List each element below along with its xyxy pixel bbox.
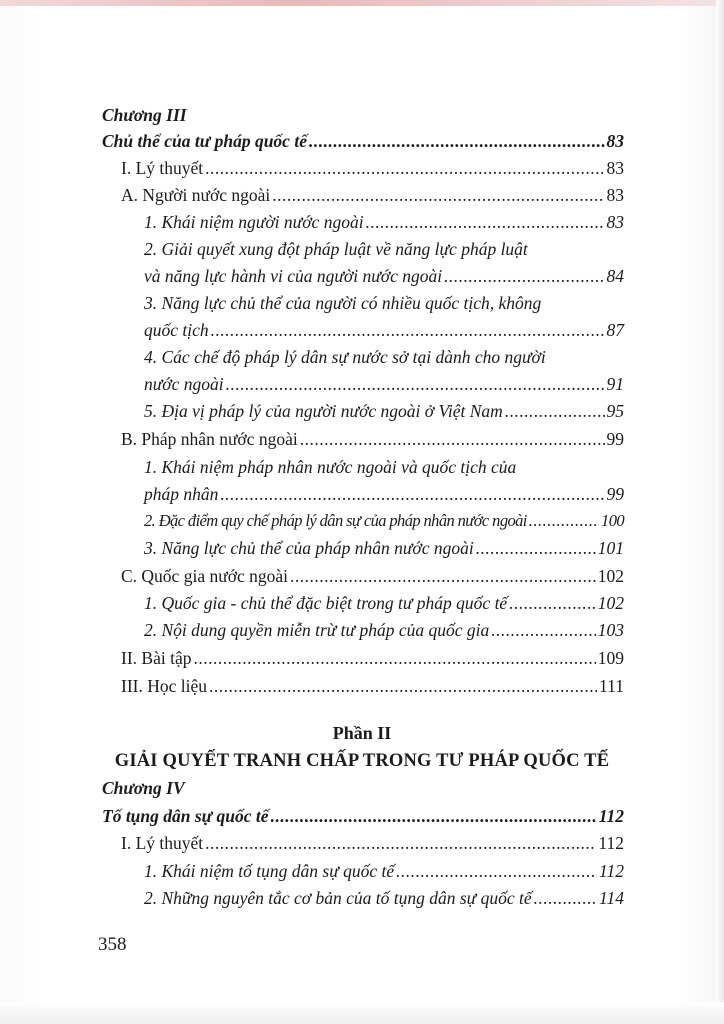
- toc-entry-nguoi-nuoc-ngoai: [121, 182, 624, 208]
- toc-entry-a1: [144, 209, 624, 235]
- page-ref: 95: [606, 401, 624, 421]
- leader-dots: [272, 182, 604, 208]
- leader-dots: [491, 617, 596, 643]
- toc-entry-text: 2. Đặc điểm quy chế pháp lý dân sự của pháp nhân nước ngoài: [144, 511, 527, 530]
- toc-entry-b3: [144, 535, 624, 561]
- toc-entry-text: 1. Quốc gia - chủ thể đặc biệt trong tư pháp quốc tế: [144, 593, 508, 613]
- leader-dots: [396, 858, 597, 884]
- page-ref: 83: [606, 212, 624, 232]
- toc-entry-hoc-lieu: [121, 673, 624, 699]
- toc-entry-b2: [144, 508, 624, 534]
- toc-entry-text: I. Lý thuyết: [121, 158, 204, 178]
- page-ref: 99: [606, 484, 624, 504]
- toc-entry-c1: [144, 590, 624, 616]
- page-top-edge: [0, 0, 724, 6]
- leader-dots: [476, 535, 596, 561]
- page-ref: 83: [606, 131, 624, 151]
- toc-entry-a2-line1: 2. Giải quyết xung đột pháp luật về năng lực pháp luật: [144, 239, 528, 259]
- chapter-4-label: Chương IV: [102, 778, 185, 798]
- toc-entry-text: A. Người nước ngoài: [121, 185, 271, 205]
- chapter-3-title: Chủ thể của tư pháp quốc tế: [102, 131, 307, 151]
- page-ref: 102: [597, 593, 624, 613]
- part-2-title: GIẢI QUYẾT TRANH CHẤP TRONG TƯ PHÁP QUỐC TẾ: [114, 751, 610, 771]
- part-2-label: Phần II: [332, 723, 392, 743]
- toc-entry-a2-line2: [144, 263, 624, 289]
- page-ref: 112: [599, 861, 624, 881]
- toc-entry-quoc-gia: [121, 563, 624, 589]
- toc-entry-a3-line1: 3. Năng lực chủ thể của người có nhiều quốc tịch, không: [144, 293, 542, 313]
- page-ref: 112: [598, 833, 624, 853]
- leader-dots: [271, 803, 597, 829]
- toc-entry-ly-thuyet: [121, 155, 624, 181]
- page-ref: 114: [599, 888, 624, 908]
- toc-entry-text: 1. Khái niệm người nước ngoài: [144, 212, 364, 232]
- toc-entry-text: 5. Địa vị pháp lý của người nước ngoài ở Việt Nam: [144, 401, 503, 421]
- toc-entry-text: và năng lực hành vi của người nước ngoài: [144, 266, 443, 286]
- toc-entry-c2: [144, 617, 624, 643]
- toc-entry-text: quốc tịch: [144, 320, 209, 340]
- leader-dots: [529, 508, 599, 534]
- page-ref: 91: [606, 374, 624, 394]
- toc-entry-phap-nhan: [121, 426, 624, 452]
- page-ref: 99: [606, 429, 624, 449]
- leader-dots: [534, 885, 597, 911]
- leader-dots: [220, 481, 604, 507]
- toc-entry-a3-line2: [144, 317, 624, 343]
- page-ref: 102: [597, 566, 624, 586]
- chapter-4-title-entry: [102, 803, 624, 829]
- leader-dots: [505, 398, 605, 424]
- page-ref: 103: [597, 620, 624, 640]
- toc-entry-bai-tap: [121, 645, 624, 671]
- leader-dots: [193, 645, 595, 671]
- toc-entry-b1-line1: 1. Khái niệm pháp nhân nước ngoài và quốc tịch của: [144, 457, 517, 477]
- toc-entry-a4-line2: [144, 371, 624, 397]
- toc-entry-i1: [144, 858, 624, 884]
- chapter-3-title-entry: [102, 128, 624, 154]
- toc-entry-text: I. Lý thuyết: [121, 833, 204, 853]
- toc-entry-text: B. Pháp nhân nước ngoài: [121, 429, 298, 449]
- toc-entry-ly-thuyet-ch4: [121, 830, 624, 856]
- leader-dots: [366, 209, 605, 235]
- leader-dots: [209, 673, 597, 699]
- toc-entry-text: 2. Những nguyên tắc cơ bản của tố tụng dân sự quốc tế: [144, 888, 532, 908]
- toc-entry-text: nước ngoài: [144, 374, 224, 394]
- toc-entry-text: 2. Nội dung quyền miễn trừ tư pháp của quốc gia: [144, 620, 490, 640]
- page-number: 358: [98, 934, 127, 955]
- leader-dots: [205, 155, 604, 181]
- toc-entry-text: 1. Khái niệm tố tụng dân sự quốc tế: [144, 861, 395, 881]
- leader-dots: [205, 830, 596, 856]
- page-ref: 83: [606, 158, 624, 178]
- toc-entry-a5: [144, 398, 624, 424]
- toc-entry-i2: [144, 885, 624, 911]
- leader-dots: [444, 263, 604, 289]
- leader-dots: [509, 590, 596, 616]
- leader-dots: [300, 426, 605, 452]
- chapter-4-title: Tố tụng dân sự quốc tế: [102, 806, 269, 826]
- toc-entry-a4-line1: 4. Các chế độ pháp lý dân sự nước sở tại dành cho người: [144, 347, 546, 367]
- page-ref: 100: [601, 511, 624, 530]
- page-ref: 111: [599, 676, 624, 696]
- leader-dots: [309, 128, 605, 154]
- page-ref: 87: [606, 320, 624, 340]
- page-bottom-edge: [0, 1002, 724, 1024]
- page-ref: 109: [597, 648, 624, 668]
- page-ref: 83: [606, 185, 624, 205]
- toc-entry-text: III. Học liệu: [121, 676, 208, 696]
- chapter-3-label: Chương III: [102, 105, 187, 125]
- page-ref: 84: [606, 266, 624, 286]
- toc-entry-text: C. Quốc gia nước ngoài: [121, 566, 288, 586]
- toc-entry-text: 3. Năng lực chủ thể của pháp nhân nước ngoài: [144, 538, 474, 558]
- page-right-edge: [716, 0, 724, 1024]
- toc-entry-text: pháp nhân: [144, 484, 219, 504]
- leader-dots: [226, 371, 605, 397]
- page-ref: 112: [598, 806, 624, 826]
- leader-dots: [290, 563, 596, 589]
- page-ref: 101: [597, 538, 624, 558]
- toc-entry-b1-line2: [144, 481, 624, 507]
- leader-dots: [211, 317, 605, 343]
- toc-entry-text: II. Bài tập: [121, 648, 192, 668]
